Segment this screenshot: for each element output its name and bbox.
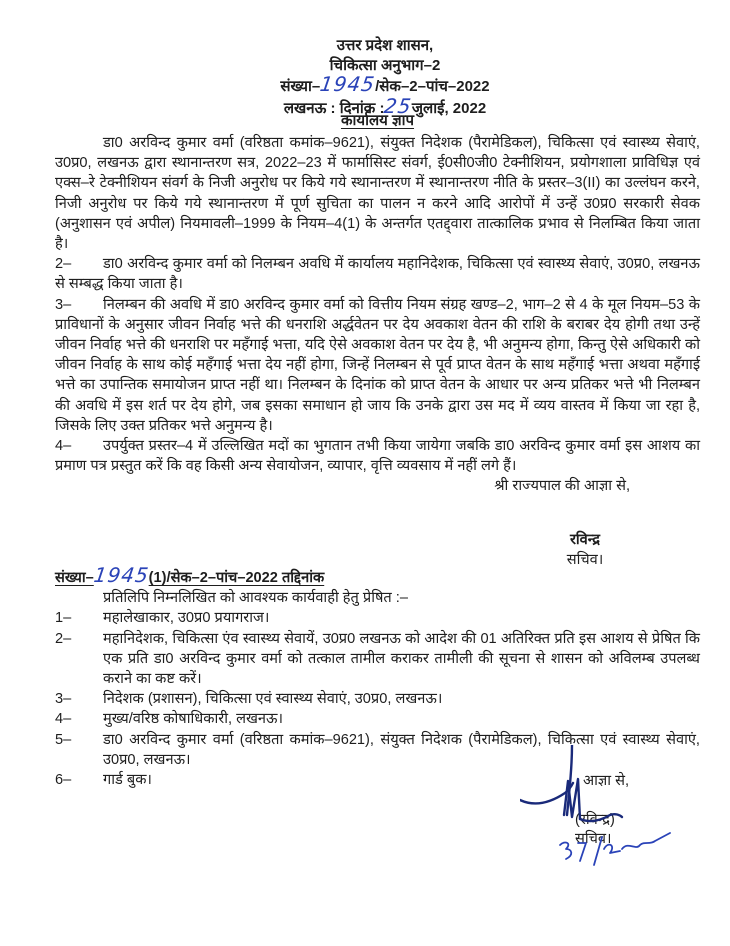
reference-number: संख्या–1945/सेक–2–पांच–2022 xyxy=(280,72,490,96)
paragraph-1: डा0 अरविन्द कुमार वर्मा (वरिष्ठता कमांक–9621), संयुक्त निदेशक (पैरामेडिकल), चिकित्सा एवं स्वास्थ्य सेवाएं, उ0प्र0, लखनऊ द्वारा स्थानान्तरण सत्र, 2022–23 में फार्मासिस्ट संवर्ग, ई0सी0जी0 टेक्नीशियन, प्रयोगशाला प्राविधिज्ञ एवं एक्स–रे टेक्नीशियन संवर्ग के निजी अनुरोध पर किये गये स्थानान्तरण में स्थानान्तरण नीति के प्रस्तर–3(II) का उल्लंघन करने, निजी अनुरोध पर किये गये स्थानान्तरण में पूर्ण सुचिता का पालन न करने आदि आरोपों में उन्हें उ0प्र0 सरकारी सेवक (अनुशासन एवं अपील) नियमावली–1999 के नियम–4(1) के अन्तर्गत एतद्द्वारा तात्कालिक प्रभाव से निलम्बित किया जाता है। xyxy=(55,135,700,253)
letterhead xyxy=(255,36,515,118)
copy-item: 4– मुख्य/वरिष्ठ कोषाधिकारी, लखनऊ। xyxy=(55,711,284,728)
handwritten-signature-icon xyxy=(520,745,690,885)
handwritten-number: 1945 xyxy=(92,563,151,587)
copy-order-line: आज्ञा से, xyxy=(583,773,630,789)
place-date: लखनऊ : दिनांक :25जुलाई, 2022 xyxy=(283,93,487,118)
copy-item: 6– गार्ड बुक। xyxy=(55,772,152,789)
copy-signatory-designation: सचिव। xyxy=(575,831,612,847)
handwritten-number: 1945 xyxy=(318,72,377,96)
copy-item: 2– महानिदेशक, चिकित्सा एंव स्वास्थ्य सेवायें, उ0प्र0 लखनऊ को आदेश की 01 अतिरिक्त प्रति इस आशय से प्रेषित कि एक प्रति डा0 अरविन्द कुमार वर्मा को तत्काल तामील कराकर तामीली की सूचना से शासन को अविलम्ब उपलब्ध कराने का कष्ट करें। xyxy=(55,630,700,688)
section-name: चिकित्सा अनुभाग–2 xyxy=(329,56,441,74)
copy-item: 3– निदेशक (प्रशासन), चिकित्सा एवं स्वास्थ्य सेवाएं, उ0प्र0, लखनऊ। xyxy=(55,691,443,708)
paragraph-4: 4– उपर्युक्त प्रस्तर–4 में उल्लिखित मदों का भुगतान तभी किया जायेगा जबकि डा0 अरविन्द कुमार वर्मा इस आशय का प्रमाण पत्र प्रस्तुत करें कि वह किसी अन्य सेवायोजन, व्यापार, वृत्ति व्यवसाय में नहीं लगे हैं। xyxy=(55,438,700,475)
copy-item: 1– महालेखाकार, उ0प्र0 प्रयागराज। xyxy=(55,610,270,627)
copy-signatory-name: (रविन्द्र) xyxy=(575,812,615,828)
copy-reference-number: संख्या–1945(1)/सेक–2–पांच–2022 तद्दिनांक xyxy=(55,563,325,587)
paragraph-2: 2– डा0 अरविन्द कुमार वर्मा को निलम्बन अवधि में कार्यालय महानिदेशक, चिकित्सा एवं स्वास्थ्य सेवाएं, उ0प्र0, लखनऊ से सम्बद्ध किया जाता है। xyxy=(55,256,700,293)
government-name: उत्तर प्रदेश शासन, xyxy=(336,37,434,54)
signatory-name: रविन्द्र xyxy=(569,532,601,548)
signatory-designation: सचिव। xyxy=(566,552,604,568)
paragraph-3: 3– निलम्बन की अवधि में डा0 अरविन्द कुमार वर्मा को वित्तीय नियम संग्रह खण्ड–2, भाग–2 से 4 के मूल नियम–53 के प्राविधानों के अनुसार जीवन निर्वाह भत्ते की धनराशि अर्द्धवेतन पर देय अवकाश वेतन की राशि के बराबर देय होगी तथा उन्हें जीवन निर्वाह भत्ते की धनराशि पर महँगाई भत्ता, यदि ऐसे अवकाश वेतन पर देय है, भी अनुमन्य होगा, किन्तु ऐसे अधिकारी को जीवन निर्वाह के साथ कोई महँगाई भत्ता देय नहीं होगा, जिन्हें निलम्बन से पूर्व प्राप्त वेतन के साथ महँगाई भत्ता अथवा महँगाई भत्ते का उपान्तिक समायोजन प्राप्त नहीं था। निलम्बन के दिनांक को प्राप्त वेतन के आधार पर अन्य प्रतिकर भत्ते भी निलम्बन की अवधि में इस शर्त पर देय होगे, जब इसका समाधान हो जाय कि उनके द्वारा उस मद में व्यय वास्तव में किया जा रहा है, जिसके लिए उक्त प्रतिकर भत्ते अनुमन्य है। xyxy=(55,296,700,434)
handwritten-date: 25 xyxy=(382,93,414,118)
memo-title: कार्यालय ज्ञाप xyxy=(340,112,415,129)
signatory-block xyxy=(545,530,625,570)
memo-body xyxy=(55,133,700,497)
copy-intro: प्रतिलिपि निम्नलिखित को आवश्यक कार्यवाही हेतु प्रेषित :– xyxy=(103,590,408,607)
governor-order-line: श्री राज्यपाल की आज्ञा से, xyxy=(494,478,630,495)
copy-item: 5– डा0 अरविन्द कुमार वर्मा (वरिष्ठता कमांक–9621), संयुक्त निदेशक (पैरामेडिकल), चिकित्सा एवं स्वास्थ्य सेवाएं, उ0प्र0, लखनऊ। xyxy=(55,731,700,768)
